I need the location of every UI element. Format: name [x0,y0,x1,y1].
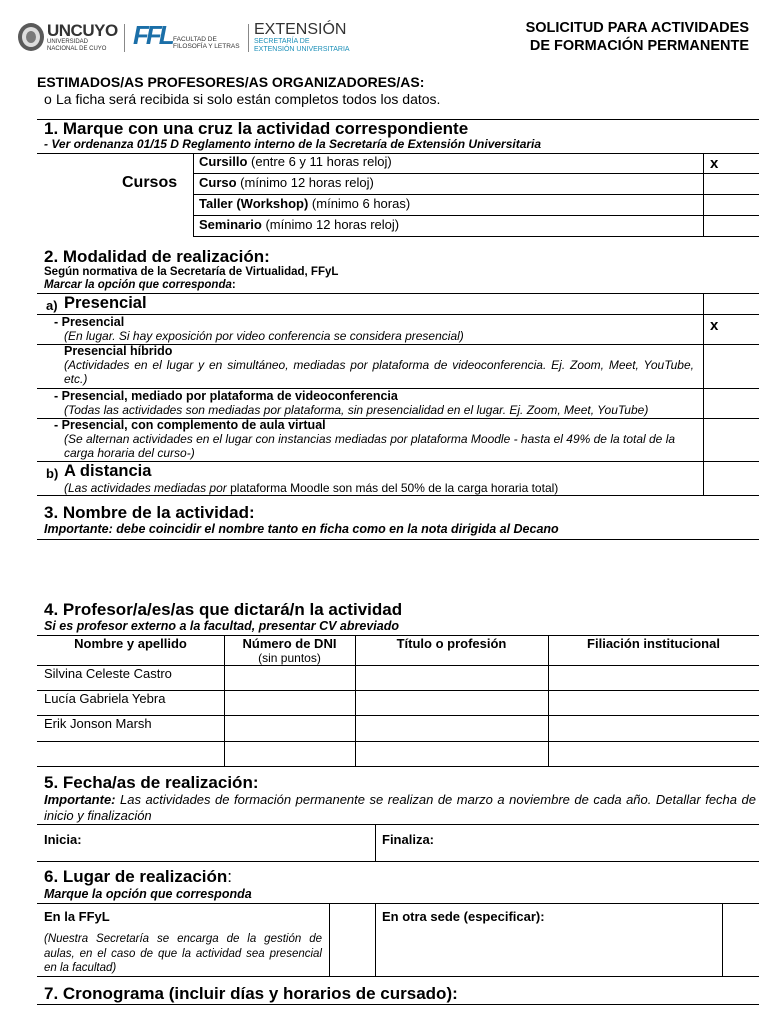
ffyl-logo-icon: FFL [133,20,172,50]
table-row[interactable]: Silvina Celeste Castro [44,666,172,681]
dni-note: (sin puntos) [258,651,321,665]
lugar-otra-sede-option[interactable]: En otra sede (especificar): [382,909,545,924]
section-6-title: 6. Lugar de realización: [44,867,233,886]
section-5-note: Importante: Las actividades de formación permanente se realizan de marzo a noviembre de cada año. Detallar fecha de inicio y finalización [44,792,756,823]
end-date-field[interactable]: Finaliza: [382,832,435,847]
presencial-heading: Presencial [64,294,147,312]
section-6-sub: Marque la opción que corresponda [44,887,252,901]
lugar-ffyl-option[interactable]: En la FFyL [44,909,110,924]
uncuyo-sub1: UNIVERSIDAD [47,39,89,45]
section-7-title: 7. Cronograma (incluir días y horarios de cursado): [44,984,458,1003]
section-1-title: 1. Marque con una cruz la actividad correspondiente [44,119,469,138]
section-4-title: 4. Profesor/a/es/as que dictará/n la actividad [44,600,403,619]
ffyl-sub1: FACULTAD DE [173,36,217,43]
lugar-ffyl-note: (Nuestra Secretaría se encarga de la gestión de aulas, en el caso de que la actividad sea presencial en la facultad) [44,933,322,974]
greeting: ESTIMADOS/AS PROFESORES/AS ORGANIZADORES/AS: [37,74,425,90]
section-2-sub2: Marcar la opción que corresponda [44,279,232,291]
section-3-sub: Importante: debe coincidir el nombre tanto en ficha como en la nota dirigida al Decano [44,522,559,536]
start-date-field[interactable]: Inicia: [44,832,82,847]
intro-note: La ficha será recibida si solo están completos todos los datos. [56,91,441,107]
uncuyo-sub2: NACIONAL DE CUYO [47,46,107,52]
checkbox-ffyl[interactable] [330,904,374,975]
bullet: o [44,91,52,107]
ext-sub2: EXTENSIÓN UNIVERSITARIA [254,46,350,53]
distancia-heading: A distancia [64,462,152,480]
ext-sub1: SECRETARÍA DE [254,38,310,45]
section-1-sub: - Ver ordenanza 01/15 D Reglamento interno de la Secretaría de Extensión Universitaria [44,137,542,151]
section-3-title: 3. Nombre de la actividad: [44,503,255,522]
ffyl-sub2: FILOSOFÍA Y LETRAS [173,43,240,50]
col-header-nombre: Nombre y apellido [74,636,187,651]
extension-logo-text: EXTENSIÓN [254,21,347,38]
col-header-dni: Número de DNI [242,636,337,651]
checkbox-cursillo[interactable]: x [710,155,719,172]
activity-name-field[interactable] [37,540,759,595]
uncuyo-seal-icon [17,22,45,52]
section-5-title: 5. Fecha/as de realización: [44,773,259,792]
cursos-label: Cursos [122,174,178,191]
col-header-titulo: Título o profesión [396,636,507,651]
col-header-filiacion: Filiación institucional [587,636,720,651]
form-title: SOLICITUD PARA ACTIVIDADES DE FORMACIÓN PERMANENTE [525,20,749,54]
table-row[interactable]: Erik Jonson Marsh [44,716,152,731]
section-2-title: 2. Modalidad de realización: [44,247,270,266]
checkbox-otra-sede[interactable] [723,904,759,975]
section-4-sub: Si es profesor externo a la facultad, presentar CV abreviado [44,619,399,633]
section-2-sub1: Según normativa de la Secretaría de Virtualidad, FFyL [44,266,339,278]
uncuyo-logo-text: UNCUYO [47,21,118,40]
table-row[interactable]: Lucía Gabriela Yebra [44,691,166,706]
checkbox-presencial[interactable]: x [710,317,719,334]
